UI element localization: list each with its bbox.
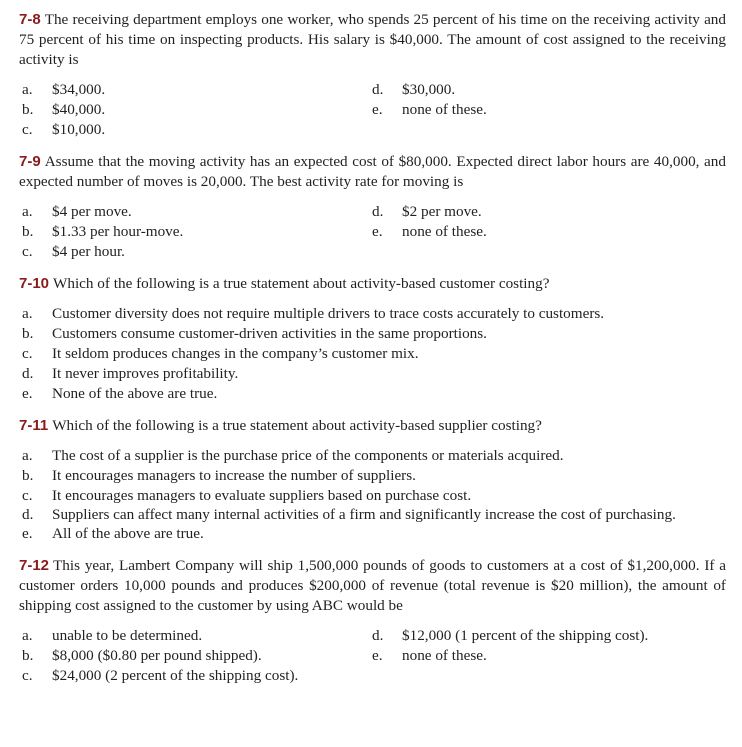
question-stem: Which of the following is a true statement about activity-based customer costing? — [53, 275, 550, 292]
option-b: b. $40,000. — [22, 101, 106, 118]
question-number: 7-10 — [19, 275, 50, 292]
option-c: c. $4 per hour. — [22, 243, 125, 260]
options — [19, 202, 726, 262]
option-b: b. $8,000 ($0.80 per pound shipped). — [22, 647, 262, 664]
option-d: d. $12,000 (1 percent of the shipping cost). — [372, 627, 649, 644]
option-b: b. Customers consume customer-driven activities in the same proportions. — [22, 325, 487, 342]
question-number: 7-11 — [19, 417, 49, 434]
option-d: d. $2 per move. — [372, 203, 482, 220]
option-a: a. Customer diversity does not require multiple drivers to trace costs accurately to customers. — [22, 305, 605, 322]
option-a: a. unable to be determined. — [22, 627, 203, 644]
option-d: d. It never improves profitability. — [22, 365, 239, 382]
question-stem: The receiving department employs one worker, who spends 25 percent of his time on the receiving activity and 75 percent of his time on inspecting products. His salary is $40,000. The amount of cost assigned to the receiving activity is — [19, 11, 726, 68]
question-number: 7-9 — [19, 153, 41, 170]
option-c: c. It seldom produces changes in the company’s customer mix. — [22, 345, 419, 362]
question-7-9 — [19, 152, 726, 262]
question-7-8 — [19, 10, 726, 140]
question-text — [19, 274, 726, 294]
option-d: d. Suppliers can affect many internal activities of a firm and significantly increase the cost of purchasing. — [22, 506, 676, 523]
question-7-11 — [19, 416, 726, 544]
question-text — [19, 556, 726, 616]
question-stem: Assume that the moving activity has an expected cost of $80,000. Expected direct labor hours are 40,000, and expected number of moves is 20,000. The best activity rate for moving is — [19, 153, 726, 190]
question-text — [19, 152, 726, 192]
option-e: e. none of these. — [372, 223, 487, 240]
question-text — [19, 10, 726, 70]
options — [19, 80, 726, 140]
option-a: a. $4 per move. — [22, 203, 132, 220]
options — [19, 304, 726, 404]
options — [19, 626, 726, 686]
question-stem: This year, Lambert Company will ship 1,500,000 pounds of goods to customers at a cost of $1,200,000. If a customer orders 10,000 pounds and produces $200,000 of revenue (total revenue is $20 million), the amount of shipping cost assigned to the customer by using ABC would be — [19, 557, 726, 614]
question-7-12 — [19, 556, 726, 686]
option-c: c. It encourages managers to evaluate suppliers based on purchase cost. — [22, 487, 472, 504]
question-stem: Which of the following is a true statement about activity-based supplier costing? — [52, 417, 542, 434]
question-number: 7-8 — [19, 11, 41, 28]
question-text — [19, 416, 726, 436]
question-7-10 — [19, 274, 726, 404]
option-e: e. none of these. — [372, 101, 487, 118]
option-b: b. $1.33 per hour-move. — [22, 223, 184, 240]
option-a: a. $34,000. — [22, 81, 106, 98]
option-e: e. All of the above are true. — [22, 525, 204, 542]
option-b: b. It encourages managers to increase the number of suppliers. — [22, 467, 416, 484]
option-a: a. The cost of a supplier is the purchase price of the components or materials acquired. — [22, 447, 564, 464]
question-number: 7-12 — [19, 557, 50, 574]
option-c: c. $24,000 (2 percent of the shipping cost). — [22, 667, 299, 684]
option-d: d. $30,000. — [372, 81, 456, 98]
option-c: c. $10,000. — [22, 121, 106, 138]
option-e: e. None of the above are true. — [22, 385, 218, 402]
option-e: e. none of these. — [372, 647, 487, 664]
options — [19, 446, 726, 544]
